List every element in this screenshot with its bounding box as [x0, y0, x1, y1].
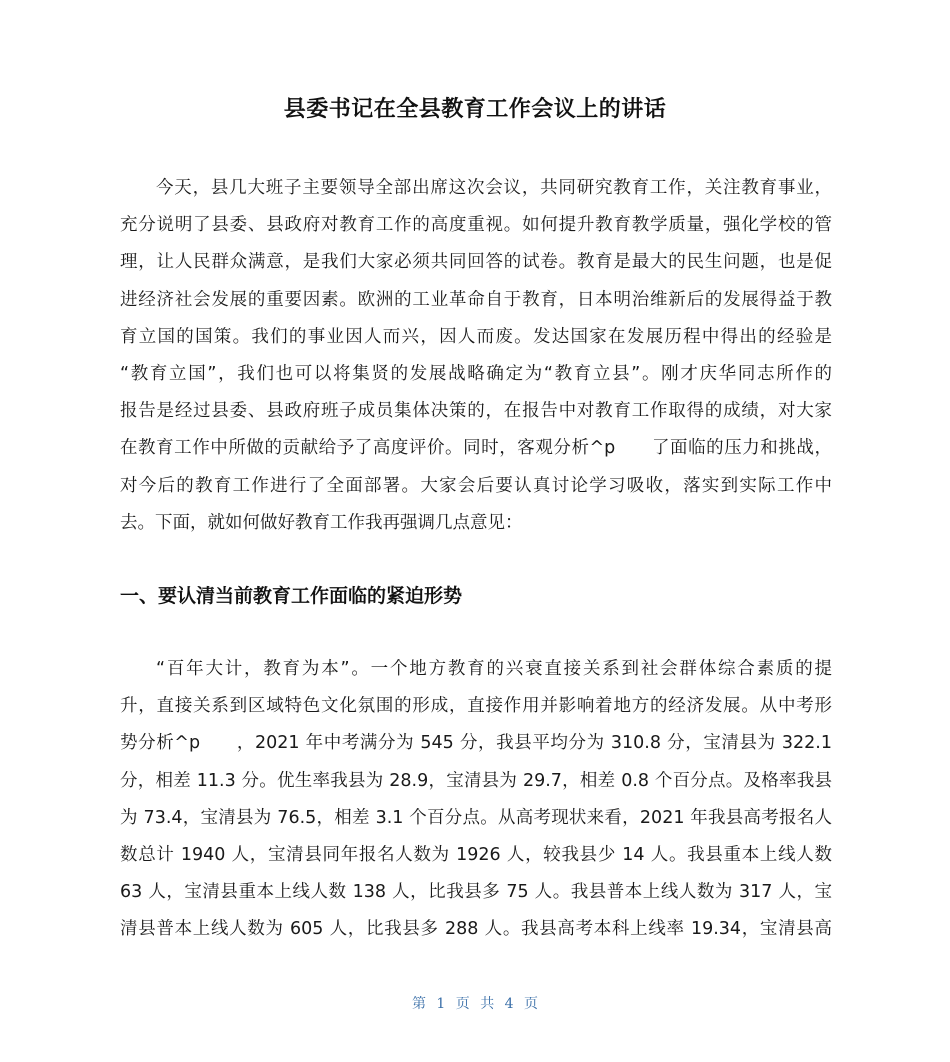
paragraph-line: 数总计 1940 人，宝清县同年报名人数为 1926 人，较我县少 14 人。我县重本上线人数	[120, 845, 832, 866]
paragraph-line: 今天，县几大班子主要领导全部出席这次会议，共同研究教育工作，关注教育事业，	[156, 178, 832, 198]
paragraph-line: 育立国的国策。我们的事业因人而兴，因人而废。发达国家在发展历程中得出的经验是	[120, 326, 832, 347]
paragraph-line: 分，相差 11.3 分。优生率我县为 28.9，宝清县为 29.7，相差 0.8 个百分点。及格率我县	[120, 770, 832, 791]
footer-page-number: 1	[436, 996, 446, 1012]
footer-page-suffix: 页	[455, 996, 470, 1012]
paragraph-line: 去。下面，就如何做好教育工作我再强调几点意见：	[120, 512, 523, 533]
paragraph-line: 清县普本上线人数为 605 人，比我县多 288 人。我县高考本科上线率 19.34，宝清县高	[120, 919, 832, 940]
paragraph-line: 在教育工作中所做的贡献给予了高度评价。同时，客观分析^p 了面临的压力和挑战，	[120, 438, 832, 459]
footer-total-suffix: 页	[524, 996, 539, 1012]
footer-total-prefix: 共	[480, 996, 495, 1012]
section-heading: 一、要认清当前教育工作面临的紧迫形势	[120, 585, 463, 607]
paragraph-line: 进经济社会发展的重要因素。欧洲的工业革命自于教育，日本明治维新后的发展得益于教	[120, 289, 832, 310]
paragraph-situation	[120, 651, 832, 949]
footer-total-number: 4	[504, 996, 514, 1012]
paragraph-line: 为 73.4，宝清县为 76.5，相差 3.1 个百分点。从高考现状来看，2021 年我县高考报名人	[120, 807, 832, 828]
paragraph-line: 升，直接关系到区域特色文化氛围的形成，直接作用并影响着地方的经济发展。从中考形	[120, 696, 832, 717]
page-footer	[0, 993, 950, 1013]
paragraph-intro	[120, 170, 832, 542]
paragraph-line: 理，让人民群众满意，是我们大家必须共同回答的试卷。教育是最大的民生问题，也是促	[120, 252, 832, 273]
paragraph-line: 势分析^p ，2021 年中考满分为 545 分，我县平均分为 310.8 分，宝清县为 322.1	[120, 733, 832, 754]
document-title: 县委书记在全县教育工作会议上的讲话	[283, 97, 667, 122]
paragraph-line: 63 人，宝清县重本上线人数 138 人，比我县多 75 人。我县普本上线人数为 317 人，宝	[120, 882, 832, 903]
paragraph-line: 充分说明了县委、县政府对教育工作的高度重视。如何提升教育教学质量，强化学校的管	[120, 215, 832, 236]
paragraph-line: 对今后的教育工作进行了全面部署。大家会后要认真讨论学习吸收，落实到实际工作中	[120, 475, 832, 496]
paragraph-line: 报告是经过县委、县政府班子成员集体决策的，在报告中对教育工作取得的成绩，对大家	[120, 401, 832, 422]
paragraph-line: “教育立国”，我们也可以将集贤的发展战略确定为“教育立县”。刚才庆华同志所作的	[120, 364, 832, 385]
footer-page-prefix: 第	[411, 996, 426, 1012]
paragraph-line: “百年大计，教育为本”。一个地方教育的兴衰直接关系到社会群体综合素质的提	[156, 659, 832, 679]
